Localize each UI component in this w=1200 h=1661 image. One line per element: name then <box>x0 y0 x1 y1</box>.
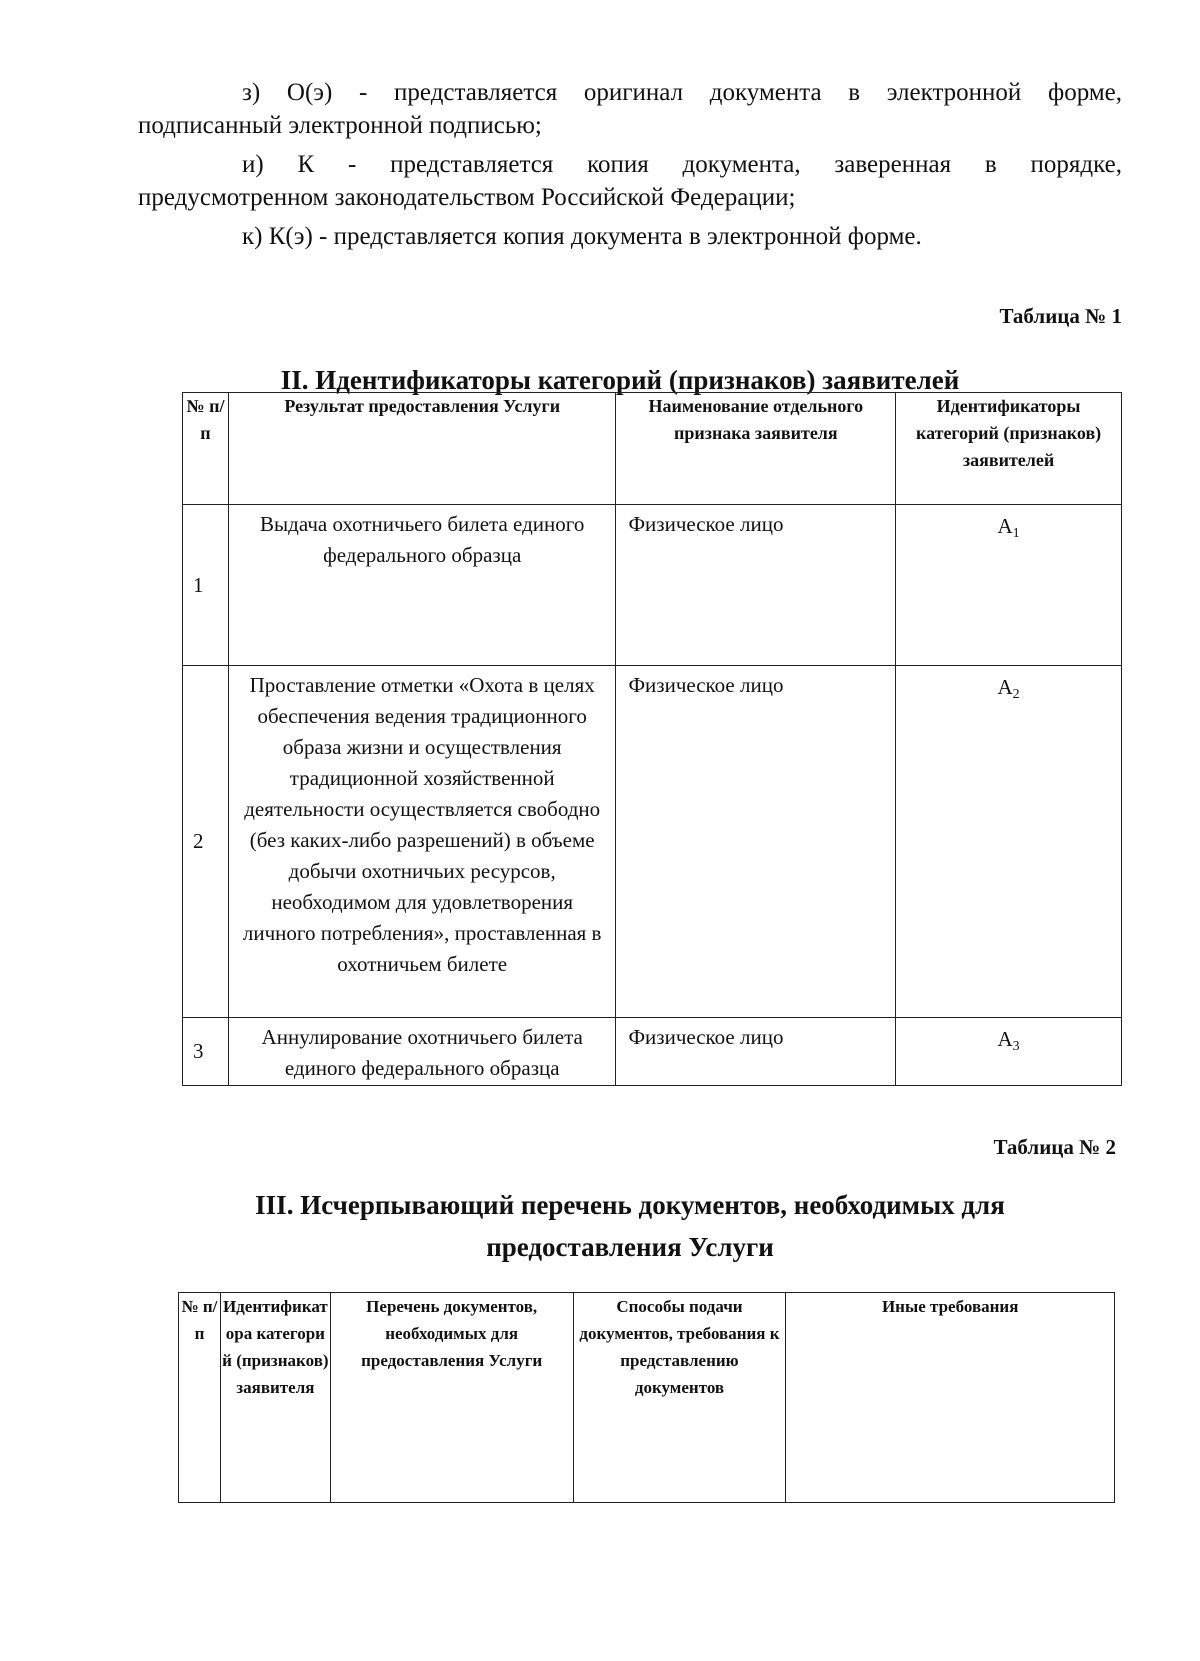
paragraph-z <box>138 76 1122 142</box>
table-row <box>183 1018 1122 1086</box>
header-other-requirements: Иные требования <box>786 1293 1115 1503</box>
header-name: Наименование отдельного признака заявителя <box>616 393 896 505</box>
row-identifier <box>896 666 1122 1018</box>
paragraph-k: к) К(э) - представляется копия документа в электронной форме. <box>242 223 922 250</box>
table-row <box>183 505 1122 666</box>
table1-header-row <box>183 393 1122 505</box>
header-submission-methods: Способы подачи документов, требования к представлению документов <box>573 1293 786 1503</box>
row-applicant-type: Физическое лицо <box>616 1018 896 1086</box>
identifier-letter: А <box>997 1027 1013 1051</box>
row-applicant-type: Физическое лицо <box>616 666 896 1018</box>
identifier-letter: А <box>997 514 1013 538</box>
identifier-subscript: 1 <box>1012 526 1020 541</box>
paragraph-z-line2: подписанный электронной подписью; <box>138 112 542 139</box>
table2-header-row <box>179 1293 1115 1503</box>
row-result: Аннулирование охотничьего билета единого федерального образца <box>228 1018 616 1086</box>
table2-label: Таблица № 2 <box>993 1135 1116 1159</box>
identifier-subscript: 2 <box>1012 687 1020 702</box>
header-result: Результат предоставления Услуги <box>228 393 616 505</box>
applicant-identifiers-table <box>182 392 1122 1086</box>
paragraph-z-line1: з) О(э) - представляется оригинал документа в электронной форме, <box>242 79 1122 106</box>
row-applicant-type: Физическое лицо <box>616 505 896 666</box>
row-identifier <box>896 505 1122 666</box>
identifier-letter: А <box>997 675 1013 699</box>
paragraph-i-line2: предусмотренном законодательством Российской Федерации; <box>138 184 796 211</box>
header-num: № п/ п <box>179 1293 221 1503</box>
header-identifiers: Идентификаторы категорий (признаков) заявителей <box>896 393 1122 505</box>
row-result: Проставление отметки «Охота в целях обеспечения ведения традиционного образа жизни и осуществления традиционной хозяйственной деятельности осуществляется свободно (без каких-либо разрешений) в объеме добычи охотничьих ресурсов, необходимом для удовлетворения личного потребления», проставленная в охотничьем билете <box>228 666 616 1018</box>
table2-heading <box>190 1184 1070 1268</box>
row-num: 3 <box>183 1018 229 1086</box>
header-documents: Перечень документов, необходимых для предоставления Услуги <box>330 1293 573 1503</box>
table-row <box>183 666 1122 1018</box>
required-documents-table <box>178 1292 1115 1503</box>
row-result: Выдача охотничьего билета единого федерального образца <box>228 505 616 666</box>
row-num: 1 <box>183 505 229 666</box>
row-num: 2 <box>183 666 229 1018</box>
header-identifiers: Идентификатора категорий (признаков) заявителя <box>220 1293 330 1503</box>
table2-heading-line1: III. Исчерпывающий перечень документов, необходимых для <box>255 1190 1005 1220</box>
table1-heading: II. Идентификаторы категорий (признаков) заявителей <box>280 365 960 395</box>
header-num: № п/п <box>183 393 229 505</box>
row-identifier <box>896 1018 1122 1086</box>
identifier-subscript: 3 <box>1012 1039 1020 1054</box>
table2-heading-line2: предоставления Услуги <box>486 1232 774 1262</box>
table1-label: Таблица № 1 <box>999 304 1122 328</box>
paragraph-i-line1: и) К - представляется копия документа, заверенная в порядке, <box>242 151 1122 178</box>
paragraph-i <box>138 148 1122 214</box>
